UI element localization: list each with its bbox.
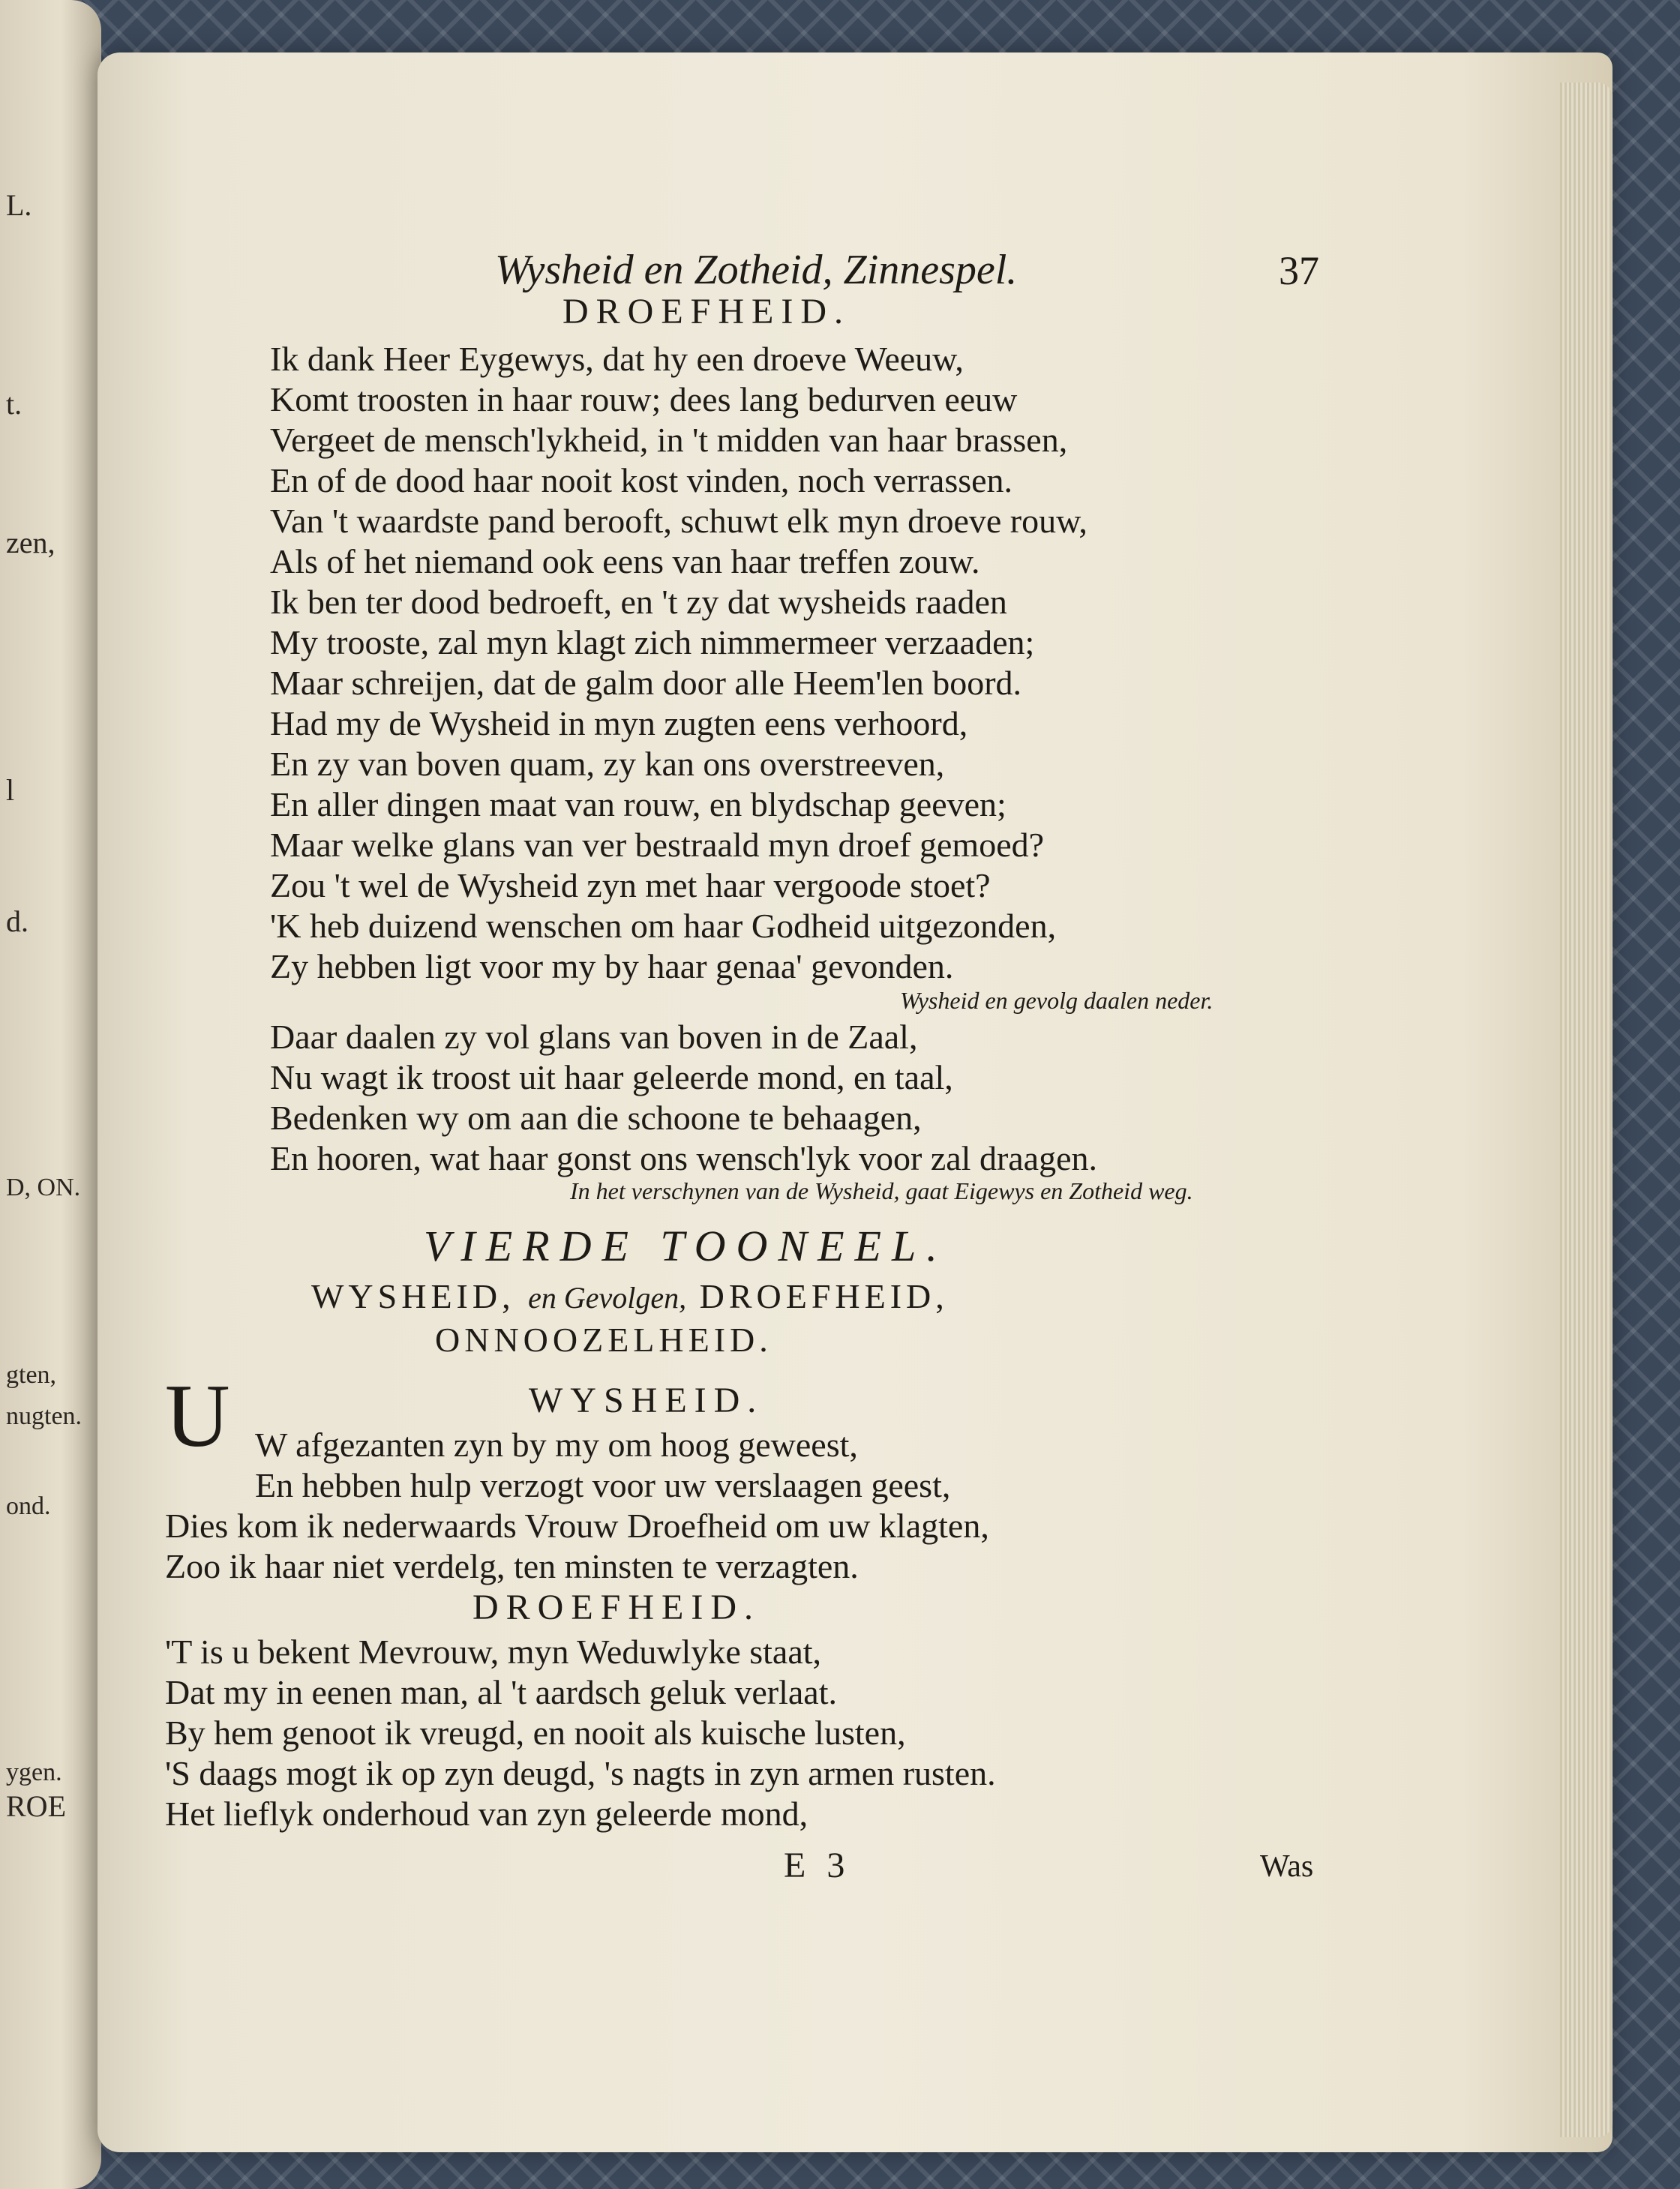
page-edges	[1560, 82, 1612, 2137]
verse-line: En hooren, wat haar gonst ons wensch'lyk voor zal draagen.	[270, 1139, 1098, 1177]
left-fragment: ond.	[6, 1492, 51, 1520]
cast-droefheid: DROEFHEID,	[699, 1277, 949, 1315]
left-fragment: gten,	[6, 1361, 57, 1389]
verse-line: Zoo ik haar niet verdelg, ten minsten te verzagten.	[165, 1547, 859, 1585]
catchword: Was	[1260, 1849, 1314, 1884]
verse-line: Maar schreijen, dat de galm door alle Heem'len boord.	[270, 664, 1022, 702]
speaker-wysheid: WYSHEID.	[529, 1381, 764, 1420]
speaker-droefheid: DROEFHEID.	[472, 1588, 760, 1627]
verse-line: W afgezanten zyn by my om hoog geweest,	[255, 1426, 858, 1464]
left-fragment: ROE	[6, 1789, 66, 1823]
verse-line: Als of het niemand ook eens van haar treffen zouw.	[270, 542, 980, 580]
book-page	[98, 52, 1612, 2152]
left-fragment: L.	[6, 188, 32, 222]
verse-line: Had my de Wysheid in myn zugten eens verhoord,	[270, 704, 968, 742]
verse-line: Dies kom ik nederwaards Vrouw Droefheid om uw klagten,	[165, 1507, 989, 1545]
verse-line: Bedenken wy om aan die schoone te behaagen,	[270, 1099, 922, 1137]
verse-line: 'S daags mogt ik op zyn deugd, 's nagts in zyn armen rusten.	[165, 1754, 996, 1792]
verse-line: Maar welke glans van ver bestraald myn droef gemoed?	[270, 826, 1045, 864]
verse-line: 'T is u bekent Mevrouw, myn Weduwlyke staat,	[165, 1633, 822, 1671]
left-fragment: d.	[6, 904, 28, 938]
scene-title: VIERDE TOONEEL.	[424, 1222, 948, 1270]
verse-line: Daar daalen zy vol glans van boven in de Zaal,	[270, 1018, 918, 1056]
running-title: Wysheid en Zotheid, Zinnespel.	[495, 247, 1018, 293]
verse-line: Ik dank Heer Eygewys, dat hy een droeve Weeuw,	[270, 340, 964, 378]
verse-line: En aller dingen maat van rouw, en blydschap geeven;	[270, 785, 1006, 823]
stage-direction: In het verschynen van de Wysheid, gaat Eigewys en Zotheid weg.	[570, 1177, 1193, 1204]
verse-line: My trooste, zal myn klagt zich nimmermeer verzaaden;	[270, 623, 1035, 661]
verse-line: Zy hebben ligt voor my by haar genaa' gevonden.	[270, 947, 954, 985]
speaker-droefheid: DROEFHEID.	[562, 292, 850, 331]
cast-gevolgen: en Gevolgen,	[528, 1281, 687, 1315]
verse-line: 'K heb duizend wenschen om haar Godheid uitgezonden,	[270, 907, 1057, 945]
verse-line: Komt troosten in haar rouw; dees lang bedurven eeuw	[270, 380, 1018, 418]
cast-wysheid: WYSHEID,	[311, 1277, 515, 1315]
signature-mark: E 3	[784, 1846, 851, 1885]
left-fragment: t.	[6, 387, 22, 421]
verse-line: Nu wagt ik troost uit haar geleerde mond, en taal,	[270, 1058, 953, 1096]
verse-line: Vergeet de mensch'lykheid, in 't midden van haar brassen,	[270, 421, 1068, 459]
verse-line: Ik ben ter dood bedroeft, en 't zy dat wysheids raaden	[270, 583, 1007, 621]
left-fragment: zen,	[6, 526, 56, 559]
page-number: 37	[1279, 248, 1319, 293]
verse-line: En zy van boven quam, zy kan ons overstreeven,	[270, 745, 945, 783]
stage-direction: Wysheid en gevolg daalen neder.	[900, 987, 1214, 1014]
verse-line: Het lieflyk onderhoud van zyn geleerde mond,	[165, 1795, 808, 1833]
cast-list-line-1	[311, 1276, 949, 1316]
left-fragment: nugten.	[6, 1402, 82, 1430]
left-fragment: l	[6, 773, 15, 807]
verse-line: En hebben hulp verzogt voor uw verslaagen geest,	[255, 1466, 951, 1504]
verse-line: By hem genoot ik vreugd, en nooit als kuische lusten,	[165, 1714, 906, 1752]
verse-line: Dat my in eenen man, al 't aardsch geluk verlaat.	[165, 1673, 837, 1711]
left-fragment: D, ON.	[6, 1174, 81, 1201]
verse-line: Van 't waardste pand berooft, schuwt elk myn droeve rouw,	[270, 502, 1088, 540]
verse-line: Zou 't wel de Wysheid zyn met haar vergoode stoet?	[270, 866, 991, 904]
verse-line: En of de dood haar nooit kost vinden, noch verrassen.	[270, 461, 1013, 499]
drop-cap: U	[165, 1366, 230, 1465]
left-facing-page	[0, 0, 101, 2189]
left-fragment: ygen.	[6, 1759, 62, 1786]
cast-list-line-2: ONNOOZELHEID.	[435, 1321, 772, 1359]
